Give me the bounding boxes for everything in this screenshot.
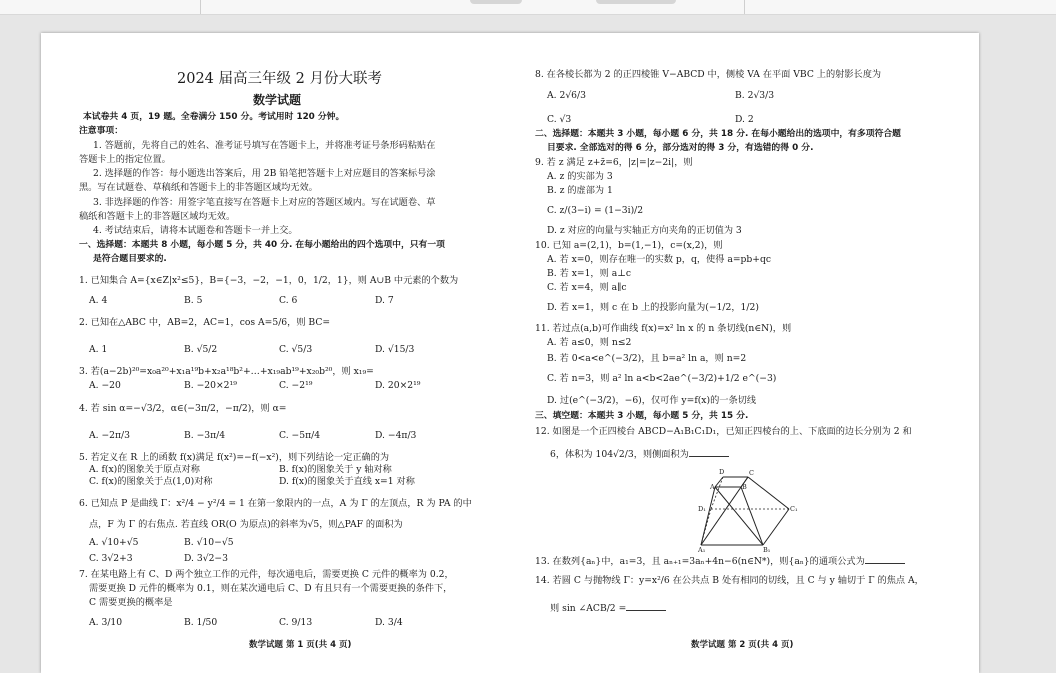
question-14-text: 则 sin ∠ACB/2 =	[550, 603, 627, 614]
notice-heading: 注意事项：	[79, 126, 123, 136]
option: C. 3√2+3	[89, 553, 133, 564]
option: B. −20×2¹⁹	[184, 380, 237, 391]
option: C. √5/3	[279, 344, 313, 355]
question-13	[535, 554, 905, 567]
option: D. 过(e^(−3/2)，−6)，仅可作 y=f(x)的一条切线	[547, 395, 757, 406]
vertex-label: A₁	[698, 546, 706, 553]
question-13-text: 13. 在数列{aₙ}中，a₁=3，且 aₙ₊₁=3aₙ+4n−6(n∈N*)，则{aₙ}的通项公式为	[535, 556, 865, 567]
question-6: 6. 已知点 P 是曲线 Γ：x²/4 − y²/4 = 1 在第一象限内的一点，A 为 Γ 的左顶点，R 为 PA 的中	[79, 498, 472, 509]
option: A. z 的实部为 3	[547, 171, 613, 182]
question-14-cont	[550, 601, 666, 614]
question-4: 4. 若 sin α=−√3/2，α∈(−3π/2，−π/2)，则 α=	[79, 403, 287, 414]
question-14: 14. 若圆 C 与抛物线 Γ：y=x²/6 在公共点 B 处有相同的切线，且 C 与 y 轴切于 Γ 的焦点 A，	[535, 575, 924, 586]
option: B. 1/50	[184, 617, 218, 628]
option: B. 5	[184, 295, 203, 306]
question-8: 8. 在各棱长都为 2 的正四棱锥 V−ABCD 中，侧棱 VA 在平面 VBC 上的射影长度为	[535, 69, 882, 80]
option: B. z 的虚部为 1	[547, 185, 613, 196]
option: C. 6	[279, 295, 298, 306]
section-heading: 二、选择题：本题共 3 小题，每小题 6 分，共 18 分. 在每小题给出的选项中，有多项符合题	[535, 129, 901, 139]
option: D. 7	[375, 295, 394, 306]
exam-title: 2024 届高三年级 2 月份大联考	[177, 71, 382, 87]
option: C. f(x)的图象关于点(1,0)对称	[89, 476, 213, 487]
option: A. 4	[89, 295, 108, 306]
answer-blank	[865, 554, 905, 564]
option: A. 2√6/3	[547, 90, 586, 101]
footer-page-1: 数学试题 第 1 页(共 4 页)	[249, 640, 352, 650]
option: D. f(x)的图象关于直线 x=1 对称	[279, 476, 415, 487]
exam-subtitle: 数学试题	[253, 93, 302, 107]
option: D. √15/3	[375, 344, 415, 355]
note-line: 答题卡上的指定位置。	[79, 154, 171, 165]
option: D. −4π/3	[375, 430, 417, 441]
question-7: 7. 在某电路上有 C、D 两个独立工作的元件，每次通电后，需要更换 C 元件的概率为 0.2，	[79, 569, 454, 580]
option: A. √10+√5	[89, 537, 139, 548]
option: C. −5π/4	[279, 430, 321, 441]
footer-page-2: 数学试题 第 2 页(共 4 页)	[691, 640, 794, 650]
section-heading: 一、选择题：本题共 8 小题，每小题 5 分，共 40 分. 在每小题给出的四个选项中，只有一项	[79, 240, 445, 250]
question-2: 2. 已知在△ABC 中，AB=2，AC=1，cos A=5/6，则 BC=	[79, 317, 331, 328]
vertex-label: B₁	[763, 546, 771, 553]
option: A. 若 a≤0，则 n≤2	[547, 337, 632, 348]
section-heading: 三、填空题：本题共 3 小题，每小题 5 分，共 15 分.	[535, 411, 749, 421]
vertex-label: C₁	[790, 505, 798, 513]
vertex-label: C	[749, 469, 754, 477]
option: D. 若 x=1，则 c 在 b 上的投影向量为(−1/2，1/2)	[547, 302, 759, 313]
exam-info: 本试卷共 4 页，19 题。全卷满分 150 分。考试用时 120 分钟。	[83, 112, 345, 122]
document-page	[41, 33, 979, 673]
question-12: 12. 如图是一个正四棱台 ABCD−A₁B₁C₁D₁，已知正四棱台的上、下底面的边长分别为 2 和	[535, 426, 912, 437]
toolbar-divider	[744, 0, 745, 14]
option: A. −2π/3	[89, 430, 130, 441]
note-line: 3. 非选择题的作答：用签字笔直接写在答题卡上对应的答题区域内。写在试题卷、草	[93, 197, 436, 208]
option: C. 9/13	[279, 617, 313, 628]
toolbar-divider	[200, 0, 201, 14]
option: C. 若 x=4，则 a∥c	[547, 282, 627, 293]
question-7-cont: C 需要更换的概率是	[89, 597, 173, 608]
question-9: 9. 若 z 满足 z+z̄=6，|z|=|z−2i|，则	[535, 157, 693, 168]
answer-blank	[626, 601, 666, 611]
question-12-text: 6，体积为 104√2/3，则侧面积为	[550, 449, 689, 460]
option: D. 2	[735, 114, 754, 125]
question-12-cont	[550, 447, 729, 460]
question-5: 5. 若定义在 R 上的函数 f(x)满足 f(x²)=−f(−x²)，则下列结论一定正确的为	[79, 452, 390, 463]
question-10: 10. 已知 a=(2,1)，b=(1,−1)，c=(x,2)，则	[535, 240, 723, 251]
vertex-label: A	[710, 483, 715, 491]
question-11: 11. 若过点(a,b)可作曲线 f(x)=x² ln x 的 n 条切线(n∈N)，则	[535, 323, 792, 334]
answer-blank	[689, 447, 729, 457]
option: C. −2¹⁹	[279, 380, 313, 391]
note-line: 黑。写在试题卷、草稿纸和答题卡上的非答题区域均无效。	[79, 182, 318, 193]
question-3: 3. 若(a−2b)²⁰=x₀a²⁰+x₁a¹⁹b+x₂a¹⁸b²+…+x₁₉ab¹⁹+x₂₀b²⁰，则 x₁₉=	[79, 366, 374, 377]
option: D. 3/4	[375, 617, 403, 628]
note-line: 稿纸和答题卡上的非答题区域均无效。	[79, 211, 236, 222]
option: A. 若 x=0，则存在唯一的实数 p，q，使得 a=pb+qc	[547, 254, 772, 265]
option: D. 20×2¹⁹	[375, 380, 421, 391]
vertex-label: B	[742, 483, 747, 491]
note-line: 1. 答题前，先将自己的姓名、准考证号填写在答题卡上，并将准考证号条形码粘贴在	[93, 140, 436, 151]
option: C. √3	[547, 114, 572, 125]
vertex-label: D₁	[698, 505, 706, 513]
question-6-cont: 点，F 为 Γ 的右焦点. 若直线 OR(O 为原点)的斜率为√5，则△PAF 的面积为	[89, 519, 403, 530]
option: A. 3/10	[89, 617, 123, 628]
option: B. √10−√5	[184, 537, 234, 548]
option: D. 3√2−3	[184, 553, 228, 564]
question-7-cont: 需要更换 D 元件的概率为 0.1，则在某次通电后 C、D 有且只有一个需要更换的条件下，	[89, 583, 453, 594]
option: A. f(x)的图象关于原点对称	[89, 464, 200, 475]
option: B. 若 0<a<e^(−3/2)，且 b=a² ln a，则 n=2	[547, 353, 747, 364]
toolbar-tab[interactable]	[470, 0, 522, 4]
option: C. z/(3−i) = (1−3i)/2	[547, 205, 644, 216]
vertex-label: D	[719, 468, 725, 476]
toolbar-tab[interactable]	[596, 0, 676, 4]
section-heading: 是符合题目要求的.	[93, 254, 167, 264]
note-line: 2. 选择题的作答：每小题选出答案后，用 2B 铅笔把答题卡上对应题目的答案标号涂	[93, 168, 436, 179]
option: A. 1	[89, 344, 108, 355]
option: A. −20	[89, 380, 121, 391]
note-line: 4. 考试结束后，请将本试题卷和答题卡一并上交。	[93, 225, 298, 236]
option: B. 若 x=1，则 a⊥c	[547, 268, 631, 279]
option: B. 2√3/3	[735, 90, 775, 101]
section-heading: 目要求. 全部选对的得 6 分，部分选对的得 3 分，有选错的得 0 分.	[547, 143, 814, 153]
option: B. √5/2	[184, 344, 218, 355]
option: D. z 对应的向量与实轴正方向夹角的正切值为 3	[547, 225, 742, 236]
viewer-toolbar	[0, 0, 1056, 15]
question-1: 1. 已知集合 A={x∈Z|x²≤5}，B={−3，−2，−1，0，1/2，1}，则 A∪B 中元素的个数为	[79, 275, 459, 286]
frustum-figure	[693, 467, 801, 553]
option: B. −3π/4	[184, 430, 226, 441]
option: C. 若 n=3，则 a² ln a<b<2ae^(−3/2)+1/2 e^(−3)	[547, 373, 777, 384]
option: B. f(x)的图象关于 y 轴对称	[279, 464, 392, 475]
